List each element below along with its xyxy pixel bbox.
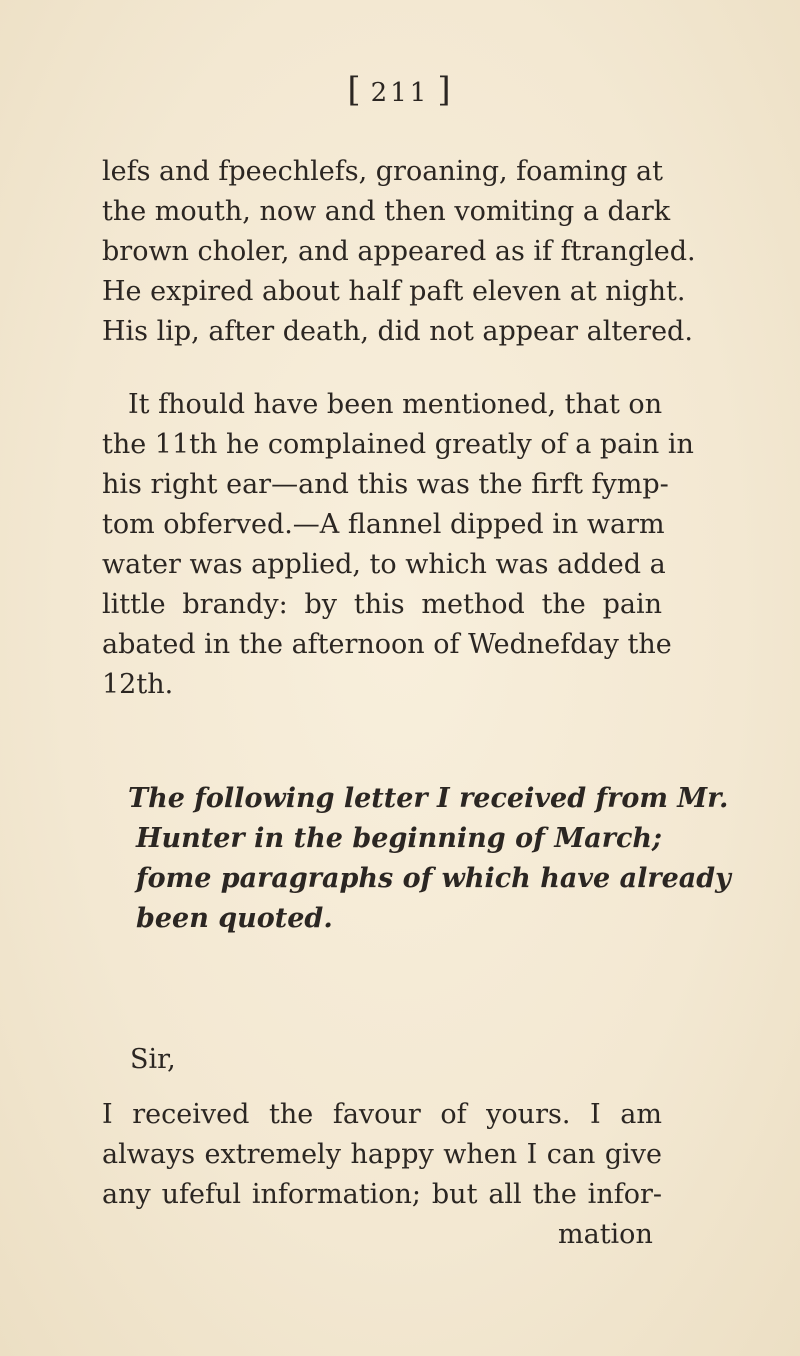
text-line: water was applied, to which was added a <box>102 549 666 580</box>
text-line: tom obferved.—A flannel dipped in warm <box>102 509 665 540</box>
catchword: mation <box>558 1219 653 1250</box>
text-line: abated in the afternoon of Wednefday the <box>102 629 672 660</box>
italic-letter-introduction <box>102 779 731 939</box>
paragraph-symptom-note <box>102 385 694 705</box>
page-number: 211 <box>370 78 430 108</box>
text-line: 12th. <box>102 669 174 700</box>
page-number-header <box>0 70 800 110</box>
paragraph-letter-body <box>102 1095 662 1215</box>
header-open-bracket: [ <box>347 70 363 110</box>
text-line: the mouth, now and then vomiting a dark <box>102 196 671 227</box>
text-line: always extremely happy when I can give <box>102 1139 662 1170</box>
text-line: lefs and fpeechlefs, groaning, foaming at <box>102 156 663 187</box>
text-line: fome paragraphs of which have already <box>136 863 731 894</box>
letter-salutation: Sir, <box>130 1044 176 1075</box>
text-line: his right ear—and this was the firft fymp- <box>102 469 669 500</box>
text-line: been quoted. <box>136 903 333 934</box>
text-line: His lip, after death, did not appear altered. <box>102 316 693 347</box>
text-line: little brandy: by this method the pain <box>102 589 662 620</box>
text-line: It fhould have been mentioned, that on <box>128 389 663 420</box>
text-line: the 11th he complained greatly of a pain in <box>102 429 694 460</box>
text-line: He expired about half paft eleven at night. <box>102 276 686 307</box>
text-line: The following letter I received from Mr. <box>128 783 729 814</box>
header-close-bracket: ] <box>437 70 453 110</box>
text-line: Hunter in the beginning of March; <box>136 823 662 854</box>
text-line: I received the favour of yours. I am <box>102 1099 662 1130</box>
text-line: brown choler, and appeared as if ftrangled. <box>102 236 696 267</box>
text-line: any ufeful information; but all the infor- <box>102 1179 662 1210</box>
paragraph-death-description <box>102 152 696 352</box>
